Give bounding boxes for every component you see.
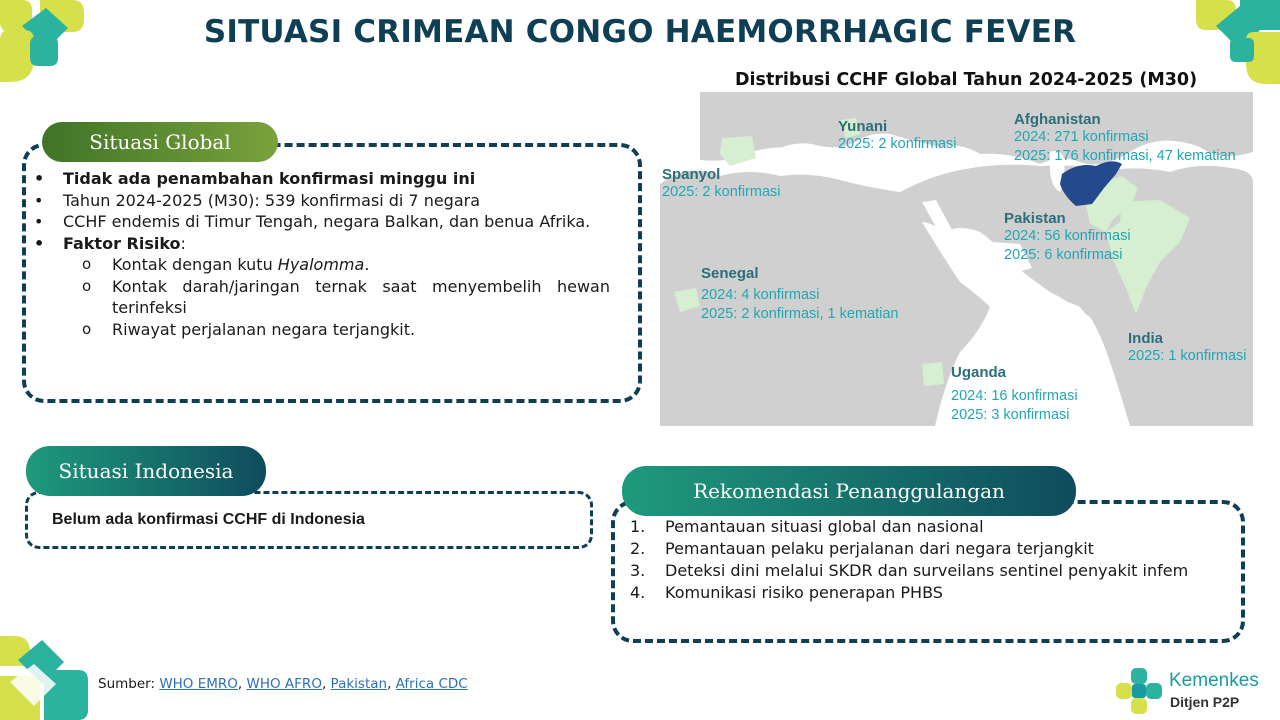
page-title: SITUASI CRIMEAN CONGO HAEMORRHAGIC FEVER [203, 14, 1077, 50]
list-item-text: Tahun 2024-2025 (M30): 539 konfirmasi di 7 negara [63, 190, 481, 210]
sub-bullet: o [82, 276, 92, 295]
list-item [630, 582, 1226, 604]
map-title: Distribusi CCHF Global Tahun 2024-2025 (M30) [735, 70, 1198, 90]
bullet: • [34, 169, 45, 188]
separator: , [237, 676, 247, 692]
map-label-spain [662, 166, 780, 202]
source-link-who-emro[interactable]: WHO EMRO [159, 676, 238, 692]
sub-item-text: Kontak dengan kutu [112, 255, 278, 274]
list-item-text: Pemantauan pelaku perjalanan dari negara terjangkit [665, 539, 1094, 558]
list-item [34, 211, 610, 233]
map-country-stat: 2025: 2 konfirmasi, 1 kematian [701, 306, 899, 322]
map-country-name: India [1128, 330, 1164, 347]
map-country-name: Yunani [838, 118, 888, 135]
bullet: • [34, 233, 45, 253]
list-item-text: CCHF endemis di Timur Tengah, negara Balkan, dan benua Afrika. [63, 212, 591, 231]
source-link-who-afro[interactable]: WHO AFRO [246, 676, 322, 692]
list-item [34, 168, 610, 190]
sub-bullet: o [82, 319, 92, 338]
sub-bullet: o [82, 255, 92, 273]
map-country-name: Uganda [951, 364, 1007, 381]
bullet: • [34, 190, 44, 210]
list-item [630, 538, 1226, 560]
global-section-heading: Situasi Global [42, 122, 278, 162]
source-label: Sumber: [98, 676, 160, 692]
map-country-stat: 2025: 3 konfirmasi [951, 407, 1070, 423]
kemenkes-logo-icon [1114, 666, 1164, 716]
sub-list-item [34, 319, 610, 341]
sub-item-text: Kontak darah/jaringan ternak saat menyembelih hewan terinfeksi [112, 276, 610, 317]
list-item-text: Komunikasi risiko penerapan PHBS [665, 583, 943, 602]
list-number: 4. [630, 583, 646, 602]
map-label-uganda [951, 364, 1078, 425]
list-item-text: Pemantauan situasi global dan nasional [665, 517, 984, 536]
list-item-text: Deteksi dini melalui SKDR dan surveilans sentinel penyakit infem [665, 561, 1189, 580]
map-country-stat: 2025: 2 konfirmasi [662, 184, 781, 200]
map-label-afghanistan [1014, 111, 1236, 166]
list-number: 2. [630, 539, 646, 558]
list-number: 3. [630, 561, 646, 580]
source-link-pakistan[interactable]: Pakistan [330, 676, 388, 692]
sub-list-item [34, 276, 610, 319]
risk-factor-label: Faktor Risiko [63, 233, 181, 253]
source-link-africa-cdc[interactable]: Africa CDC [395, 676, 468, 692]
map-country-stat: 2025: 1 konfirmasi [1128, 348, 1247, 364]
corner-decoration-bottom-left [0, 636, 90, 720]
list-item-text: Tidak ada penambahan konfirmasi minggu ini [63, 169, 476, 188]
map-country-uganda [922, 362, 944, 386]
sub-item-end: . [364, 255, 370, 274]
recommendation-section-heading: Rekomendasi Penanggulangan [622, 466, 1076, 516]
list-item [630, 516, 1226, 538]
risk-factor-colon: : [180, 233, 186, 253]
list-item [630, 560, 1226, 582]
sub-item-text: Riwayat perjalanan negara terjangkit. [112, 319, 416, 339]
logo-subtitle: Ditjen P2P [1170, 694, 1240, 710]
indonesia-status-text: Belum ada konfirmasi CCHF di Indonesia [52, 511, 365, 528]
map-country-stat: 2025: 6 konfirmasi [1004, 247, 1123, 263]
separator: , [387, 676, 396, 692]
map-country-stat: 2025: 176 konfirmasi, 47 kematian [1014, 148, 1236, 164]
list-item [34, 190, 610, 212]
map-country-name: Senegal [701, 265, 759, 282]
logo-name: Kemenkes [1169, 670, 1259, 691]
list-number: 1. [630, 517, 646, 536]
map-country-stat: 2024: 56 konfirmasi [1004, 228, 1131, 244]
map-country-name: Spanyol [662, 166, 721, 183]
kemenkes-logo [1114, 666, 1274, 716]
list-item [34, 233, 610, 255]
sub-item-italic: Hyalomma [277, 255, 365, 274]
sub-list-item [34, 254, 610, 276]
bullet: • [34, 212, 44, 231]
map-country-name: Pakistan [1004, 210, 1066, 227]
recommendation-list [630, 516, 1226, 604]
map-label-greece [838, 118, 956, 154]
map-country-stat: 2024: 16 konfirmasi [951, 388, 1078, 404]
map-country-stat: 2025: 2 konfirmasi [838, 136, 957, 152]
global-situation-list [34, 168, 610, 340]
separator: , [321, 676, 331, 692]
map-label-india [1128, 330, 1246, 366]
map-country-stat: 2024: 4 konfirmasi [701, 287, 820, 303]
indonesia-section-heading: Situasi Indonesia [26, 446, 266, 496]
map-label-senegal [701, 265, 898, 324]
map-label-pakistan [1004, 210, 1131, 265]
source-line [98, 676, 468, 692]
map-country-name: Afghanistan [1014, 111, 1101, 128]
map-country-stat: 2024: 271 konfirmasi [1014, 129, 1149, 145]
